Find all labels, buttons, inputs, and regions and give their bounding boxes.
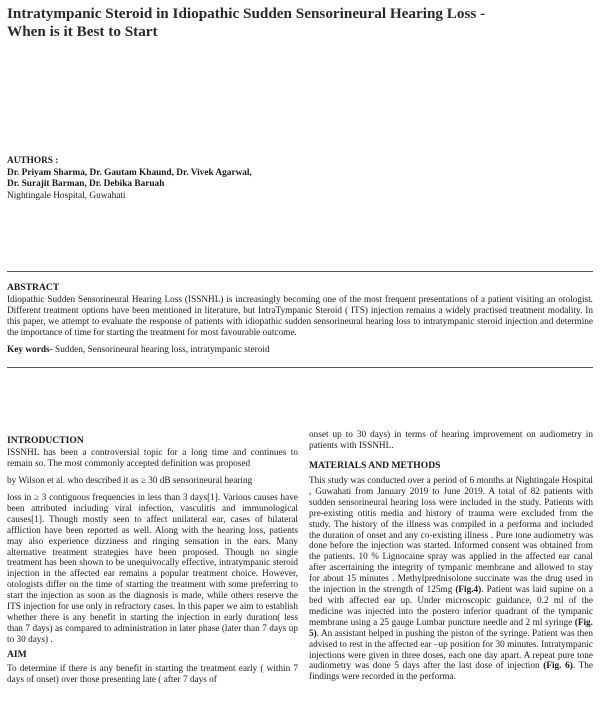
abstract-heading: ABSTRACT	[7, 282, 60, 293]
affiliation: Nightingale Hospital, Guwahati	[7, 191, 126, 201]
methods-body	[309, 476, 593, 683]
fig5-ref: (Fig. 5)	[309, 617, 593, 639]
title-line-2: When is it Best to Start	[7, 23, 158, 40]
introduction-para-1: ISSNHL has been a controversial topic for a long time and continues to remain so. The most commonly accepted definition was proposed	[7, 448, 298, 469]
introduction-heading: INTRODUCTION	[7, 435, 84, 446]
authors-heading: AUTHORS :	[7, 156, 59, 166]
keywords-label: Key words-	[7, 345, 53, 355]
title-line-1: Intratympanic Steroid in Idiopathic Sudden Sensorineural Hearing Loss -	[7, 5, 486, 22]
methods-text-d: . The findings were recorded in the performa.	[309, 661, 593, 683]
author-names	[7, 168, 407, 191]
author-names-line-1: Dr. Priyam Sharma, Dr. Gautam Khaund, Dr. Vivek Agarwal,	[7, 168, 252, 178]
aim-body: To determine if there is any benefit in starting the treatment early ( within 7 days of onset) over those presenting late ( after 7 days of	[7, 664, 298, 685]
keywords-text: Sudden, Sensorineural hearing loss, intratympanic steroid	[52, 345, 270, 355]
methods-heading: MATERIALS AND METHODS	[309, 460, 441, 471]
article-title	[7, 5, 567, 41]
introduction-para-3: loss in ≥ 3 contiguous frequencies in less than 3 days[1]. Various causes have been attributed including viral infection, vasculitis and immunological causes[1]. Though mostly seen to affect unilateral ear, cases of bilateral affliction have been reported as well. Along with the hearing loss, patients may also experience dizziness and ringing sensation in the ears. Many alternative treatment strategies have been proposed. Though no single treatment has been shown to be unequivocally effective, intratympanic steroid injection in the affected ear remains a popular treatment choice. However, otologists differ on the time of starting the treatment with some preferring to start the injection as soon as the diagnosis is made, while others reserve the ITS injection for use only in refractory cases. In this paper we aim to establish whether there is any benefit in starting the injection in early duration( less than 7 days) as compared to administration in later phase (later than 7 days up to 30 days) .	[7, 493, 298, 645]
introduction-para-2: by Wilson et al. who described it as ≥ 30 dB sensorineural hearing	[7, 476, 253, 486]
author-names-line-2: Dr. Surajit Barman, Dr. Debika Baruah	[7, 179, 165, 190]
methods-text-b: . Patient was laid supine on a bed with affected ear up. Under microscopic guidance, 0.2 ml of the medicine was injected into the postero inferior quadrant of the tympanic membrane using a 25 gauge Lumbar puncture needle and 2 ml syringe	[309, 585, 593, 628]
fig6-ref: (Fig. 6)	[543, 661, 573, 672]
fig4-ref: (Fig.4)	[455, 585, 482, 596]
divider-top	[7, 271, 593, 272]
methods-text-c: . An assistant helped in pushing the piston of the syringe. Patient was then advised to rest in the affected ear –up position for 30 minutes. Intratympanic injections were given in three doses, each one day apart. A repeat pure tone audiometry was done 5 days after the last dose of injection	[309, 628, 593, 672]
aim-heading: AIM	[7, 649, 27, 660]
divider-bottom	[7, 367, 593, 368]
abstract-body: Idiopathic Sudden Sensorineural Hearing Loss (ISSNHL) is increasingly becoming one of the most frequent presentations of a patient visiting an otologist. Different treatment options have been mentioned in literature, but IntraTympanic Steroid ( ITS) injection remains a widely practised treatment modality. In this paper, we attempt to evaluate the response of patients with idiopathic sudden sensorineural hearing loss to intratympanic steroid injection and determine the importance of time for starting the treatment for most favourable outcome.	[7, 295, 593, 338]
methods-text-a: This study was conducted over a period of 6 months at Nightingale Hospital , Guwahati from January 2019 to June 2019. A total of 82 patients with sudden sensorineural hearing loss were included in the study. Patients with pre-existing otitis media and history of trauma were excluded from the study. The history of the illness was compiled in a performa and included the duration of onset and any co-existing illness . Pure tone audiometry was done before the injection was started. Informed consent was obtained from the patients. 10 % Lignocaine spray was applied in the affected ear canal after ascertaining the integrity of tympanic membrane and allowed to stay for about 15 minutes . Methylprednisolone succinate was the drug used in the injection in the strength of 125mg	[309, 476, 593, 596]
keywords	[7, 345, 587, 356]
aim-continued: onset up to 30 days) in terms of hearing improvement on audiometry in patients with ISSNHL.	[309, 430, 593, 451]
